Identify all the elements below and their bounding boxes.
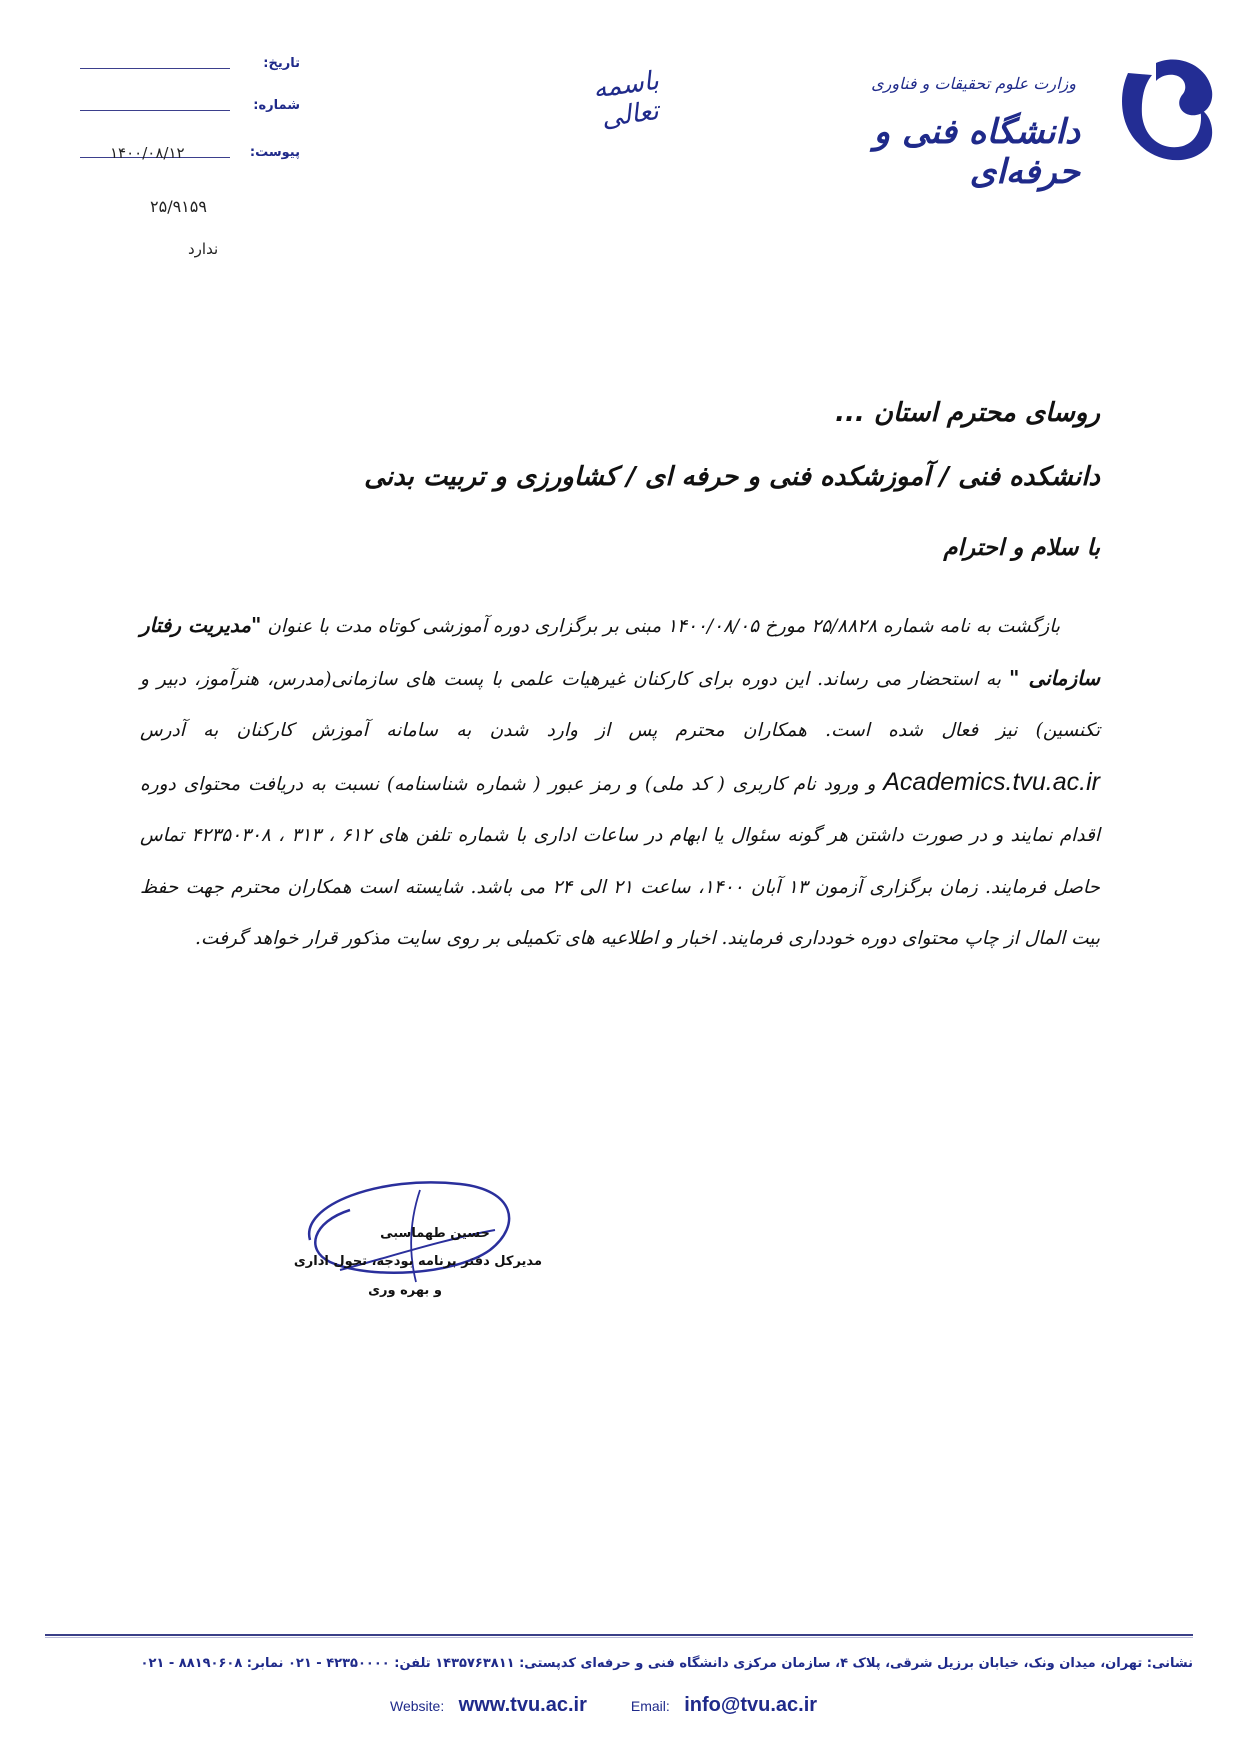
university-logo-icon xyxy=(1108,55,1218,173)
letter-body xyxy=(140,600,1100,965)
date-row xyxy=(80,56,300,76)
email-link[interactable]: info@tvu.ac.ir xyxy=(684,1694,818,1716)
website-link[interactable]: www.tvu.ac.ir xyxy=(458,1694,587,1716)
bismillah: باسمه تعالی xyxy=(591,65,661,134)
addressee-line-2: دانشکده فنی / آموزشکده فنی و حرفه ای / کشاورزی و تربیت بدنی xyxy=(364,462,1100,492)
body-paragraph xyxy=(140,600,1100,965)
email-group xyxy=(631,1694,817,1717)
course-title: "مدیریت رفتار سازمانی " xyxy=(140,613,1100,690)
portal-url: Academics.tvu.ac.ir xyxy=(883,767,1100,796)
number-row xyxy=(80,98,300,118)
signer-title: مدیرکل دفتر برنامه بودجه، تحول اداری xyxy=(293,1254,542,1269)
website-label: Website: xyxy=(390,1698,445,1714)
ministry-name: وزارت علوم تحقیقات و فناوری xyxy=(871,74,1076,93)
number-line xyxy=(80,110,230,111)
date-value: ۱۴۰۰/۰۸/۱۲ xyxy=(110,144,185,162)
footer-contact xyxy=(390,1694,850,1717)
attachment-label: پیوست: xyxy=(249,145,300,160)
university-name: دانشگاه فنی و حرفه‌ای xyxy=(873,112,1080,192)
date-line xyxy=(80,68,230,69)
body-part-2: به استحضار می رساند. این دوره برای کارکنان غیرهیات علمی با پست های سازمانی(مدرس، هنرآموز، دبیر و تکنسین) نیز فعال شده است. همکاران محترم پس از وارد شدن به سامانه آموزش کارکنان به آدرس xyxy=(140,668,1100,741)
body-part-1: بازگشت به نامه شماره ۲۵/۸۸۲۸ مورخ ۱۴۰۰/۰۸/۰۵ مبنی بر برگزاری دوره آموزشی کوتاه مدت با عنوان xyxy=(261,616,1061,637)
email-label: Email: xyxy=(630,1698,670,1714)
website-group xyxy=(390,1694,587,1717)
signer-name: حسین طهماسبی xyxy=(380,1226,490,1241)
attachment-value: ندارد xyxy=(188,240,219,258)
date-label: تاریخ: xyxy=(263,56,300,71)
footer-divider-shadow xyxy=(45,1637,1193,1638)
greeting: با سلام و احترام xyxy=(943,535,1100,561)
number-label: شماره: xyxy=(253,98,300,113)
footer-address: نشانی: تهران، میدان ونک، خیابان برزیل شرقی، پلاک ۴، سازمان مرکزی دانشگاه فنی و حرفه‌ای کدپستی: ۱۴۳۵۷۶۳۸۱۱ تلفن: ۴۲۳۵۰۰۰۰ - ۰۲۱ نمابر: ۸۸۱۹۰۶۰۸ - ۰۲۱ xyxy=(140,1656,1193,1671)
signer-title-continued: و بهره وری xyxy=(368,1283,442,1298)
body-part-3: و ورود نام کاربری ( کد ملی) و رمز عبور ( شماره شناسنامه) نسبت به دریافت محتوای دوره اقدام نمایند و در صورت داشتن هر گونه سئوال یا ابهام در ساعات اداری با شماره تلفن های ۶۱۲ ، ۳۱۳ ، ۴۲۳۵۰۳۰۸ تماس حاصل فرمایند. زمان برگزاری آزمون ۱۳ آبان ۱۴۰۰، ساعت ۲۱ الی ۲۴ می باشد. شایسته است همکاران محترم جهت حفظ بیت المال از چاپ محتوای دوره خودداری فرمایند. اخبار و اطلاعیه های تکمیلی بر روی سایت مذکور قرار خواهد گرفت. xyxy=(140,773,1100,949)
footer-divider xyxy=(45,1634,1193,1636)
reference-number: ۲۵/۹۱۵۹ xyxy=(150,197,207,216)
addressee-line-1: روسای محترم استان ... xyxy=(835,398,1100,428)
attachment-row xyxy=(80,145,300,165)
